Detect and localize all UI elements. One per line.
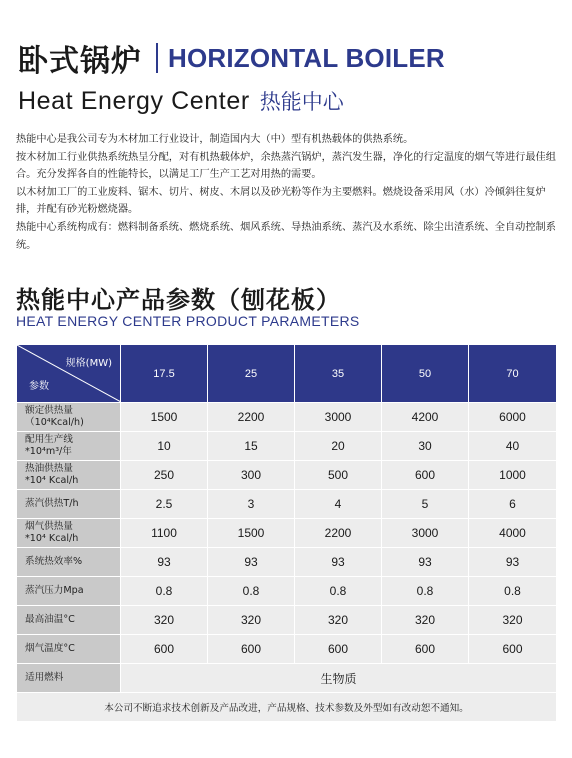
table-cell: 6 (469, 490, 557, 519)
table-cell: 300 (208, 461, 295, 490)
table-cell: 15 (208, 432, 295, 461)
table-row (17, 577, 557, 606)
table-cell: 4200 (382, 403, 469, 432)
table-cell: 600 (382, 635, 469, 664)
table-cell: 5 (382, 490, 469, 519)
column-header: 17.5 (121, 345, 208, 403)
corner-spec-label: 规格(MW) (65, 358, 112, 369)
column-header: 70 (469, 345, 557, 403)
note-row (17, 693, 557, 722)
table-row (17, 606, 557, 635)
table-cell: 4 (295, 490, 382, 519)
row-label (17, 432, 121, 461)
table-cell: 250 (121, 461, 208, 490)
row-label-unit: （10⁴Kcal/h) (25, 417, 84, 428)
table-cell: 500 (295, 461, 382, 490)
row-label-line: 热油供热量 (25, 463, 73, 474)
intro-paragraph: 热能中心系统构成有：燃料制备系统、燃烧系统、烟风系统、导热油系统、蒸汽及水系统、除尘出渣系统、全自动控制系统。 (16, 221, 556, 251)
section-title-cn: 热能中心产品参数（刨花板） (16, 286, 341, 314)
row-label-unit: *10⁴ Kcal/h (25, 475, 79, 486)
table-row (17, 403, 557, 432)
fuel-label: 适用燃料 (17, 664, 121, 693)
table-cell: 600 (208, 635, 295, 664)
table-header-row (17, 345, 557, 403)
table-cell: 3 (208, 490, 295, 519)
row-label-line: 系统热效率% (25, 556, 83, 567)
table-cell: 93 (208, 548, 295, 577)
column-header: 25 (208, 345, 295, 403)
table-cell: 20 (295, 432, 382, 461)
table-body (17, 403, 557, 722)
table-row (17, 548, 557, 577)
table-cell: 2.5 (121, 490, 208, 519)
table-cell: 0.8 (208, 577, 295, 606)
row-label (17, 461, 121, 490)
table-cell: 600 (121, 635, 208, 664)
row-label (17, 548, 121, 577)
row-label-line: 最高油温°C (25, 614, 75, 625)
table-cell: 93 (121, 548, 208, 577)
intro-text (16, 131, 560, 254)
table-cell: 320 (469, 606, 557, 635)
table-cell: 600 (295, 635, 382, 664)
row-label (17, 490, 121, 519)
table-row (17, 490, 557, 519)
corner-param-label: 参数 (29, 381, 49, 392)
row-label-line: 额定供热量 (25, 405, 73, 416)
table-row (17, 519, 557, 548)
row-label (17, 635, 121, 664)
row-label-unit: *10⁴ Kcal/h (25, 533, 79, 544)
row-label (17, 519, 121, 548)
table-cell: 1500 (121, 403, 208, 432)
table-cell: 1000 (469, 461, 557, 490)
table-cell: 0.8 (382, 577, 469, 606)
intro-paragraph: 热能中心是我公司专为木材加工行业设计，制造国内大（中）型有机热载体的供热系统。 (16, 134, 414, 145)
title-divider (156, 43, 158, 73)
row-label (17, 606, 121, 635)
table-row (17, 635, 557, 664)
row-label-line: 配用生产线 (25, 434, 73, 445)
table-cell: 0.8 (121, 577, 208, 606)
row-label (17, 403, 121, 432)
parameters-table (16, 344, 557, 722)
table-cell: 2200 (208, 403, 295, 432)
table-corner-cell (17, 345, 121, 403)
table-cell: 0.8 (295, 577, 382, 606)
table-cell: 93 (382, 548, 469, 577)
title-row (18, 36, 445, 80)
row-label (17, 577, 121, 606)
table-cell: 3000 (382, 519, 469, 548)
row-label-line: 烟气温度°C (25, 643, 75, 654)
page-title-en: HORIZONTAL BOILER (168, 42, 445, 73)
table-cell: 1500 (208, 519, 295, 548)
table-cell: 0.8 (469, 577, 557, 606)
table-cell: 4000 (469, 519, 557, 548)
page-title-cn: 卧式锅炉 (18, 44, 142, 79)
table-cell: 2200 (295, 519, 382, 548)
subtitle-en: Heat Energy Center (18, 87, 250, 115)
table-row (17, 432, 557, 461)
table-cell: 3000 (295, 403, 382, 432)
table-cell: 10 (121, 432, 208, 461)
fuel-value: 生物质 (121, 664, 557, 693)
table-cell: 320 (208, 606, 295, 635)
column-header: 35 (295, 345, 382, 403)
intro-paragraph: 按木材加工行业供热系统热呈分配，对有机热载体炉，余热蒸汽锅炉，蒸汽发生器，净化的行定温度的烟气等进行最佳组合。充分发挥各自的性能特长，以满足工厂生产工艺对用热的需要。 (16, 151, 556, 181)
table-row (17, 461, 557, 490)
table-cell: 320 (382, 606, 469, 635)
column-header: 50 (382, 345, 469, 403)
row-label-line: 烟气供热量 (25, 521, 73, 532)
row-label-line: 蒸汽供热T/h (25, 498, 79, 509)
section-title-en: HEAT ENERGY CENTER PRODUCT PARAMETERS (16, 313, 360, 329)
subtitle-cn: 热能中心 (259, 90, 344, 114)
fuel-row (17, 664, 557, 693)
table-cell: 93 (295, 548, 382, 577)
intro-paragraph: 以木材加工厂的工业废料、锯木、切片、树皮、木屑以及砂光粉等作为主要燃料。燃烧设备采用风（水）冷倾斜往复炉排，并配有砂光粉燃烧器。 (16, 186, 546, 216)
table-footnote: 本公司不断追求技术创新及产品改进，产品规格、技术参数及外型如有改动恕不通知。 (17, 693, 557, 722)
table-cell: 600 (382, 461, 469, 490)
row-label-line: 蒸汽压力Mpa (25, 585, 84, 596)
table-cell: 600 (469, 635, 557, 664)
table-cell: 93 (469, 548, 557, 577)
table-cell: 30 (382, 432, 469, 461)
table-cell: 320 (295, 606, 382, 635)
row-label-unit: *10⁴m³/年 (25, 446, 72, 457)
table-cell: 320 (121, 606, 208, 635)
table-cell: 6000 (469, 403, 557, 432)
table-cell: 1100 (121, 519, 208, 548)
table-cell: 40 (469, 432, 557, 461)
subtitle-row (18, 86, 344, 116)
